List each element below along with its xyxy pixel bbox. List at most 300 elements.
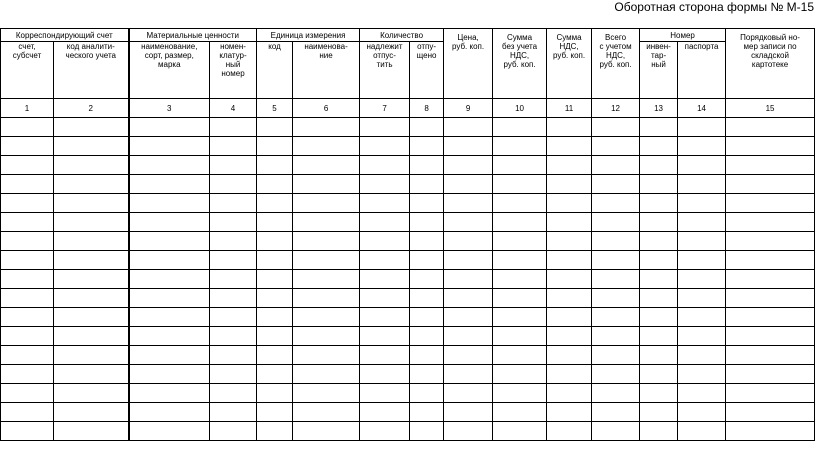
- table-cell[interactable]: [410, 118, 444, 137]
- table-cell[interactable]: [257, 346, 293, 365]
- table-cell[interactable]: [410, 384, 444, 403]
- table-cell[interactable]: [54, 194, 129, 213]
- table-cell[interactable]: [360, 232, 410, 251]
- table-cell[interactable]: [444, 327, 493, 346]
- table-cell[interactable]: [726, 137, 815, 156]
- table-cell[interactable]: [1, 346, 54, 365]
- table-cell[interactable]: [1, 118, 54, 137]
- table-cell[interactable]: [493, 118, 547, 137]
- table-row: [1, 422, 815, 441]
- table-cell[interactable]: [592, 137, 640, 156]
- table-cell[interactable]: [210, 175, 257, 194]
- table-cell[interactable]: [640, 175, 678, 194]
- table-cell[interactable]: [678, 137, 726, 156]
- table-cell[interactable]: [493, 403, 547, 422]
- table-cell[interactable]: [1, 384, 54, 403]
- table-cell[interactable]: [726, 251, 815, 270]
- table-cell[interactable]: [1, 403, 54, 422]
- table-cell[interactable]: [360, 213, 410, 232]
- table-cell[interactable]: [410, 422, 444, 441]
- table-cell[interactable]: [410, 270, 444, 289]
- table-cell[interactable]: [547, 118, 592, 137]
- table-cell[interactable]: [360, 422, 410, 441]
- table-cell[interactable]: [54, 251, 129, 270]
- table-cell[interactable]: [410, 403, 444, 422]
- table-cell[interactable]: [1, 194, 54, 213]
- table-cell[interactable]: [257, 289, 293, 308]
- table-cell[interactable]: [360, 194, 410, 213]
- table-cell[interactable]: [592, 175, 640, 194]
- table-cell[interactable]: [129, 137, 210, 156]
- group-number: Номер: [640, 29, 726, 42]
- table-cell[interactable]: [547, 232, 592, 251]
- table-cell[interactable]: [444, 403, 493, 422]
- table-cell[interactable]: [1, 137, 54, 156]
- table-cell[interactable]: [493, 308, 547, 327]
- table-row: [1, 308, 815, 327]
- table-cell[interactable]: [493, 175, 547, 194]
- table-cell[interactable]: [210, 346, 257, 365]
- column-number: 5: [257, 99, 293, 118]
- header-passport-number: паспорта: [678, 42, 726, 99]
- table-cell[interactable]: [129, 175, 210, 194]
- table-cell[interactable]: [547, 213, 592, 232]
- table-cell[interactable]: [547, 137, 592, 156]
- table-cell[interactable]: [547, 422, 592, 441]
- table-cell[interactable]: [210, 156, 257, 175]
- table-cell[interactable]: [547, 384, 592, 403]
- table-cell[interactable]: [1, 175, 54, 194]
- table-cell[interactable]: [54, 289, 129, 308]
- table-cell[interactable]: [547, 346, 592, 365]
- table-cell[interactable]: [592, 346, 640, 365]
- table-cell[interactable]: [360, 289, 410, 308]
- table-cell[interactable]: [547, 251, 592, 270]
- table-cell[interactable]: [726, 232, 815, 251]
- table-cell[interactable]: [54, 156, 129, 175]
- table-cell[interactable]: [1, 156, 54, 175]
- table-cell[interactable]: [640, 403, 678, 422]
- table-cell[interactable]: [1, 289, 54, 308]
- table-cell[interactable]: [726, 403, 815, 422]
- table-cell[interactable]: [547, 403, 592, 422]
- table-row: [1, 137, 815, 156]
- table-cell[interactable]: [129, 289, 210, 308]
- table-cell[interactable]: [726, 118, 815, 137]
- table-cell[interactable]: [257, 118, 293, 137]
- table-cell[interactable]: [547, 270, 592, 289]
- column-number: 4: [210, 99, 257, 118]
- table-cell[interactable]: [444, 156, 493, 175]
- table-cell[interactable]: [257, 137, 293, 156]
- table-cell[interactable]: [640, 232, 678, 251]
- column-number: 9: [444, 99, 493, 118]
- table-cell[interactable]: [726, 289, 815, 308]
- table-cell[interactable]: [592, 213, 640, 232]
- table-cell[interactable]: [592, 251, 640, 270]
- table-cell[interactable]: [410, 156, 444, 175]
- column-number: 10: [493, 99, 547, 118]
- table-cell[interactable]: [360, 251, 410, 270]
- table-cell[interactable]: [1, 213, 54, 232]
- table-cell[interactable]: [678, 175, 726, 194]
- table-cell[interactable]: [54, 327, 129, 346]
- table-cell[interactable]: [444, 232, 493, 251]
- table-cell[interactable]: [640, 384, 678, 403]
- table-cell[interactable]: [54, 270, 129, 289]
- table-cell[interactable]: [640, 251, 678, 270]
- table-cell[interactable]: [493, 270, 547, 289]
- column-number: 3: [129, 99, 210, 118]
- table-cell[interactable]: [444, 308, 493, 327]
- table-cell[interactable]: [592, 403, 640, 422]
- header-inventory-number: инвен- тар- ный: [640, 42, 678, 99]
- table-cell[interactable]: [410, 251, 444, 270]
- table-cell[interactable]: [257, 194, 293, 213]
- table-cell[interactable]: [678, 327, 726, 346]
- table-cell[interactable]: [640, 194, 678, 213]
- table-cell[interactable]: [257, 308, 293, 327]
- table-cell[interactable]: [726, 365, 815, 384]
- table-cell[interactable]: [360, 118, 410, 137]
- table-cell[interactable]: [640, 137, 678, 156]
- table-cell[interactable]: [640, 289, 678, 308]
- table-cell[interactable]: [129, 365, 210, 384]
- table-cell[interactable]: [444, 384, 493, 403]
- table-cell[interactable]: [257, 175, 293, 194]
- table-cell[interactable]: [129, 422, 210, 441]
- table-row: [1, 365, 815, 384]
- table-row: [1, 251, 815, 270]
- table-cell[interactable]: [678, 346, 726, 365]
- table-cell[interactable]: [129, 308, 210, 327]
- table-cell[interactable]: [257, 232, 293, 251]
- table-cell[interactable]: [640, 213, 678, 232]
- table-cell[interactable]: [678, 156, 726, 175]
- table-cell[interactable]: [410, 175, 444, 194]
- table-cell[interactable]: [1, 422, 54, 441]
- table-cell[interactable]: [360, 308, 410, 327]
- table-cell[interactable]: [547, 194, 592, 213]
- table-cell[interactable]: [210, 137, 257, 156]
- table-cell[interactable]: [493, 289, 547, 308]
- table-cell[interactable]: [410, 365, 444, 384]
- table-cell[interactable]: [293, 403, 360, 422]
- table-cell[interactable]: [210, 327, 257, 346]
- column-number: 6: [293, 99, 360, 118]
- table-cell[interactable]: [640, 270, 678, 289]
- table-row: [1, 232, 815, 251]
- group-corr-account: Корреспондирующий счет: [1, 29, 129, 42]
- table-cell[interactable]: [493, 194, 547, 213]
- table-cell[interactable]: [1, 270, 54, 289]
- table-cell[interactable]: [129, 403, 210, 422]
- table-cell[interactable]: [493, 156, 547, 175]
- table-cell[interactable]: [678, 270, 726, 289]
- table-cell[interactable]: [210, 308, 257, 327]
- table-cell[interactable]: [1, 327, 54, 346]
- table-cell[interactable]: [129, 384, 210, 403]
- table-cell[interactable]: [129, 213, 210, 232]
- table-cell[interactable]: [129, 251, 210, 270]
- table-cell[interactable]: [293, 308, 360, 327]
- table-cell[interactable]: [726, 327, 815, 346]
- table-cell[interactable]: [210, 270, 257, 289]
- table-row: [1, 118, 815, 137]
- table-cell[interactable]: [360, 346, 410, 365]
- header-record-number: Порядковый но- мер записи по складской картотеке: [726, 29, 815, 99]
- table-cell[interactable]: [547, 289, 592, 308]
- table-cell[interactable]: [444, 251, 493, 270]
- column-number: 12: [592, 99, 640, 118]
- form-title: Оборотная сторона формы № М-15: [614, 0, 814, 14]
- header-released: отпу- щено: [410, 42, 444, 99]
- table-cell[interactable]: [592, 270, 640, 289]
- table-cell[interactable]: [726, 384, 815, 403]
- table-cell[interactable]: [640, 422, 678, 441]
- header-vat-sum: Сумма НДС, руб. коп.: [547, 29, 592, 99]
- table-cell[interactable]: [444, 194, 493, 213]
- table-cell[interactable]: [592, 118, 640, 137]
- table-cell[interactable]: [592, 308, 640, 327]
- table-cell[interactable]: [410, 327, 444, 346]
- table-cell[interactable]: [410, 213, 444, 232]
- table-cell[interactable]: [293, 384, 360, 403]
- table-cell[interactable]: [293, 251, 360, 270]
- table-cell[interactable]: [129, 118, 210, 137]
- table-cell[interactable]: [293, 194, 360, 213]
- table-cell[interactable]: [444, 365, 493, 384]
- table-cell[interactable]: [493, 365, 547, 384]
- column-number: 14: [678, 99, 726, 118]
- header-analytic-code: код аналити- ческого учета: [54, 42, 129, 99]
- table-cell[interactable]: [410, 194, 444, 213]
- column-number: 8: [410, 99, 444, 118]
- column-number: 7: [360, 99, 410, 118]
- table-cell[interactable]: [678, 194, 726, 213]
- table-cell[interactable]: [360, 270, 410, 289]
- column-number-row: [1, 99, 815, 118]
- table-cell[interactable]: [257, 327, 293, 346]
- table-cell[interactable]: [210, 232, 257, 251]
- table-cell[interactable]: [54, 118, 129, 137]
- table-cell[interactable]: [210, 213, 257, 232]
- table-cell[interactable]: [257, 213, 293, 232]
- table-cell[interactable]: [129, 327, 210, 346]
- table-cell[interactable]: [444, 137, 493, 156]
- table-cell[interactable]: [444, 270, 493, 289]
- table-row: [1, 384, 815, 403]
- table-cell[interactable]: [210, 289, 257, 308]
- table-cell[interactable]: [360, 327, 410, 346]
- table-cell[interactable]: [210, 422, 257, 441]
- table-cell[interactable]: [257, 365, 293, 384]
- table-cell[interactable]: [293, 270, 360, 289]
- table-cell[interactable]: [640, 156, 678, 175]
- table-cell[interactable]: [678, 289, 726, 308]
- table-row: [1, 270, 815, 289]
- table-cell[interactable]: [129, 270, 210, 289]
- table-cell[interactable]: [54, 403, 129, 422]
- table-row: [1, 194, 815, 213]
- table-body: [1, 118, 815, 441]
- table-cell[interactable]: [210, 251, 257, 270]
- table-cell[interactable]: [293, 422, 360, 441]
- table-cell[interactable]: [1, 232, 54, 251]
- table-cell[interactable]: [129, 156, 210, 175]
- table-cell[interactable]: [293, 137, 360, 156]
- table-cell[interactable]: [493, 213, 547, 232]
- table-cell[interactable]: [726, 308, 815, 327]
- table-cell[interactable]: [493, 232, 547, 251]
- table-cell[interactable]: [678, 403, 726, 422]
- table-cell[interactable]: [493, 384, 547, 403]
- table-row: [1, 403, 815, 422]
- table-cell[interactable]: [493, 251, 547, 270]
- table-cell[interactable]: [54, 422, 129, 441]
- column-number: 2: [54, 99, 129, 118]
- table-cell[interactable]: [444, 175, 493, 194]
- table-cell[interactable]: [257, 384, 293, 403]
- table-cell[interactable]: [293, 327, 360, 346]
- table-cell[interactable]: [592, 232, 640, 251]
- table-cell[interactable]: [129, 346, 210, 365]
- table-cell[interactable]: [54, 213, 129, 232]
- table-cell[interactable]: [293, 175, 360, 194]
- table-cell[interactable]: [444, 118, 493, 137]
- table-cell[interactable]: [726, 213, 815, 232]
- table-cell[interactable]: [592, 327, 640, 346]
- table-cell[interactable]: [726, 175, 815, 194]
- table-cell[interactable]: [360, 137, 410, 156]
- table-cell[interactable]: [678, 422, 726, 441]
- table-cell[interactable]: [678, 213, 726, 232]
- table-cell[interactable]: [592, 365, 640, 384]
- table-cell[interactable]: [360, 403, 410, 422]
- header-unit-code: код: [257, 42, 293, 99]
- table-cell[interactable]: [293, 289, 360, 308]
- table-cell[interactable]: [54, 346, 129, 365]
- table-cell[interactable]: [592, 384, 640, 403]
- table-cell[interactable]: [640, 327, 678, 346]
- table-cell[interactable]: [592, 289, 640, 308]
- table-cell[interactable]: [444, 213, 493, 232]
- table-cell[interactable]: [54, 308, 129, 327]
- table-cell[interactable]: [547, 175, 592, 194]
- table-row: [1, 213, 815, 232]
- table-cell[interactable]: [592, 422, 640, 441]
- table-cell[interactable]: [726, 346, 815, 365]
- table-cell[interactable]: [726, 156, 815, 175]
- table-cell[interactable]: [257, 270, 293, 289]
- table-cell[interactable]: [493, 422, 547, 441]
- table-cell[interactable]: [210, 365, 257, 384]
- table-cell[interactable]: [210, 194, 257, 213]
- table-cell[interactable]: [493, 327, 547, 346]
- table-cell[interactable]: [293, 118, 360, 137]
- table-cell[interactable]: [444, 289, 493, 308]
- table-cell[interactable]: [410, 308, 444, 327]
- table-cell[interactable]: [257, 251, 293, 270]
- table-cell[interactable]: [257, 403, 293, 422]
- table-cell[interactable]: [1, 308, 54, 327]
- table-cell[interactable]: [210, 384, 257, 403]
- table-cell[interactable]: [640, 308, 678, 327]
- table-cell[interactable]: [54, 232, 129, 251]
- issue-table: [0, 28, 815, 441]
- table-cell[interactable]: [678, 308, 726, 327]
- column-number: 15: [726, 99, 815, 118]
- table-row: [1, 175, 815, 194]
- header-account: счет, субсчет: [1, 42, 54, 99]
- group-material-values: Материальные ценности: [129, 29, 257, 42]
- table-cell[interactable]: [410, 346, 444, 365]
- table-cell[interactable]: [257, 156, 293, 175]
- table-cell[interactable]: [54, 137, 129, 156]
- table-cell[interactable]: [129, 194, 210, 213]
- table-cell[interactable]: [54, 384, 129, 403]
- table-cell[interactable]: [547, 156, 592, 175]
- header-name-grade: наименование, сорт, размер, марка: [129, 42, 210, 99]
- table-cell[interactable]: [360, 175, 410, 194]
- table-cell[interactable]: [54, 365, 129, 384]
- table-cell[interactable]: [293, 365, 360, 384]
- table-row: [1, 327, 815, 346]
- table-cell[interactable]: [592, 194, 640, 213]
- table-cell[interactable]: [444, 346, 493, 365]
- table-cell[interactable]: [547, 365, 592, 384]
- table-cell[interactable]: [678, 365, 726, 384]
- table-row: [1, 346, 815, 365]
- table-cell[interactable]: [410, 137, 444, 156]
- table-cell[interactable]: [293, 213, 360, 232]
- table-cell[interactable]: [410, 232, 444, 251]
- table-cell[interactable]: [640, 346, 678, 365]
- table-cell[interactable]: [726, 270, 815, 289]
- table-cell[interactable]: [444, 422, 493, 441]
- table-cell[interactable]: [493, 346, 547, 365]
- table-cell[interactable]: [293, 346, 360, 365]
- table-cell[interactable]: [210, 118, 257, 137]
- column-number: 11: [547, 99, 592, 118]
- table-cell[interactable]: [210, 403, 257, 422]
- table-cell[interactable]: [592, 156, 640, 175]
- table-cell[interactable]: [410, 289, 444, 308]
- table-cell[interactable]: [360, 365, 410, 384]
- table-cell[interactable]: [360, 384, 410, 403]
- table-cell[interactable]: [1, 251, 54, 270]
- table-cell[interactable]: [257, 422, 293, 441]
- table-cell[interactable]: [678, 251, 726, 270]
- table-cell[interactable]: [293, 232, 360, 251]
- table-cell[interactable]: [640, 365, 678, 384]
- header-price: Цена, руб. коп.: [444, 29, 493, 99]
- table-cell[interactable]: [54, 175, 129, 194]
- table-cell[interactable]: [1, 365, 54, 384]
- table-cell[interactable]: [726, 194, 815, 213]
- table-cell[interactable]: [678, 384, 726, 403]
- table-cell[interactable]: [678, 118, 726, 137]
- table-cell[interactable]: [493, 137, 547, 156]
- table-cell[interactable]: [547, 308, 592, 327]
- table-cell[interactable]: [640, 118, 678, 137]
- table-cell[interactable]: [726, 422, 815, 441]
- table-cell[interactable]: [360, 156, 410, 175]
- table-cell[interactable]: [547, 327, 592, 346]
- table-cell[interactable]: [293, 156, 360, 175]
- table-cell[interactable]: [129, 232, 210, 251]
- table-cell[interactable]: [678, 232, 726, 251]
